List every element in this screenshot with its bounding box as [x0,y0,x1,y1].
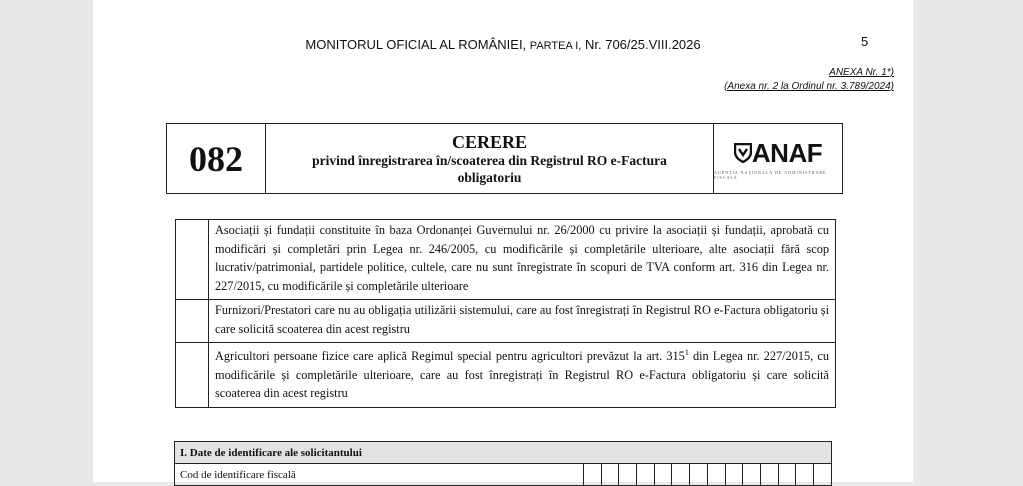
cif-digit-cell[interactable] [761,464,779,486]
cif-digit-cell[interactable] [778,464,796,486]
form-title-box [166,123,843,194]
shield-icon [734,143,752,163]
option-text-2: Furnizori/Prestatori care nu au obligația utilizării sistemului, care au fost înregistrați în Registrul RO e-Factura obligatoriu și care solicită scoaterea din acest registru [209,300,836,343]
form-code: 082 [167,124,266,193]
form-subtitle-line-2: obligatoriu [457,169,522,185]
cif-digit-cell[interactable] [583,464,601,486]
cif-label: Cod de identificare fiscală [175,464,584,486]
form-title-block [266,124,714,193]
gazette-part: PARTEA I, [529,40,582,52]
option-checkbox-2[interactable] [176,300,209,343]
cif-digit-cell[interactable] [601,464,619,486]
cif-digit-cell[interactable] [672,464,690,486]
table-row [176,300,836,343]
option-text-1: Asociații și fundații constituite în baza Ordonanței Guvernului nr. 26/2000 cu privire la asociații și fundații, aprobată cu modificări și completări prin Legea nr. 246/2005, cu modificările și completările ulterioare, alte asociații fără scop lucrativ/patrimonial, partidele politice, cultele, care nu sunt înregistrate în scopuri de TVA conform art. 316 din Legea nr. 227/2015, cu modificările și completările ulterioare [209,220,836,300]
logo-wordmark: ANAF [751,137,823,168]
annex-line-1: ANEXA Nr. 1*) [829,67,894,78]
option-checkbox-1[interactable] [176,220,209,300]
anaf-logo [714,124,842,193]
cif-digit-cell[interactable] [690,464,708,486]
section-identification [174,441,832,486]
gazette-header [93,37,913,52]
cif-digit-cell[interactable] [814,464,832,486]
gazette-issue: Nr. 706/25.VIII.2026 [584,37,701,52]
annex-line-2: (Anexa nr. 2 la Ordinul nr. 3.789/2024) [724,81,894,92]
cif-digit-cell[interactable] [654,464,672,486]
annex-reference [724,66,894,94]
logo-tagline: AGENȚIA NAȚIONALĂ DE ADMINISTRARE FISCALĂ [714,169,827,180]
form-subtitle-line-1: privind înregistrarea în/scoaterea din Registrul RO e-Factura [312,152,667,168]
gazette-title: MONITORUL OFICIAL AL ROMÂNIEI, [305,37,527,52]
option-checkbox-3[interactable] [176,343,209,408]
cif-digit-cell[interactable] [619,464,637,486]
page-number: 5 [861,34,869,49]
cif-digit-cell[interactable] [637,464,655,486]
option-text-3: Agricultori persoane fizice care aplică Regimul special pentru agricultori prevăzut la art. $315^1$ din Legea nr. 227/2015, cu modificările și completările ulterioare, care au fost înregistrați în Registrul RO e-Factura obligatoriu și care solicită scoaterea din acest registru [209,343,836,408]
document-page [93,0,913,482]
cif-digit-cell[interactable] [707,464,725,486]
cif-digit-cell[interactable] [725,464,743,486]
cif-digit-cell[interactable] [796,464,814,486]
table-row [176,343,836,408]
form-title: CERERE [451,131,527,152]
cif-digit-cell[interactable] [743,464,761,486]
section-heading: I. Date de identificare ale solicitantului [175,442,832,464]
applicant-category-table [175,219,836,408]
table-row [176,220,836,300]
